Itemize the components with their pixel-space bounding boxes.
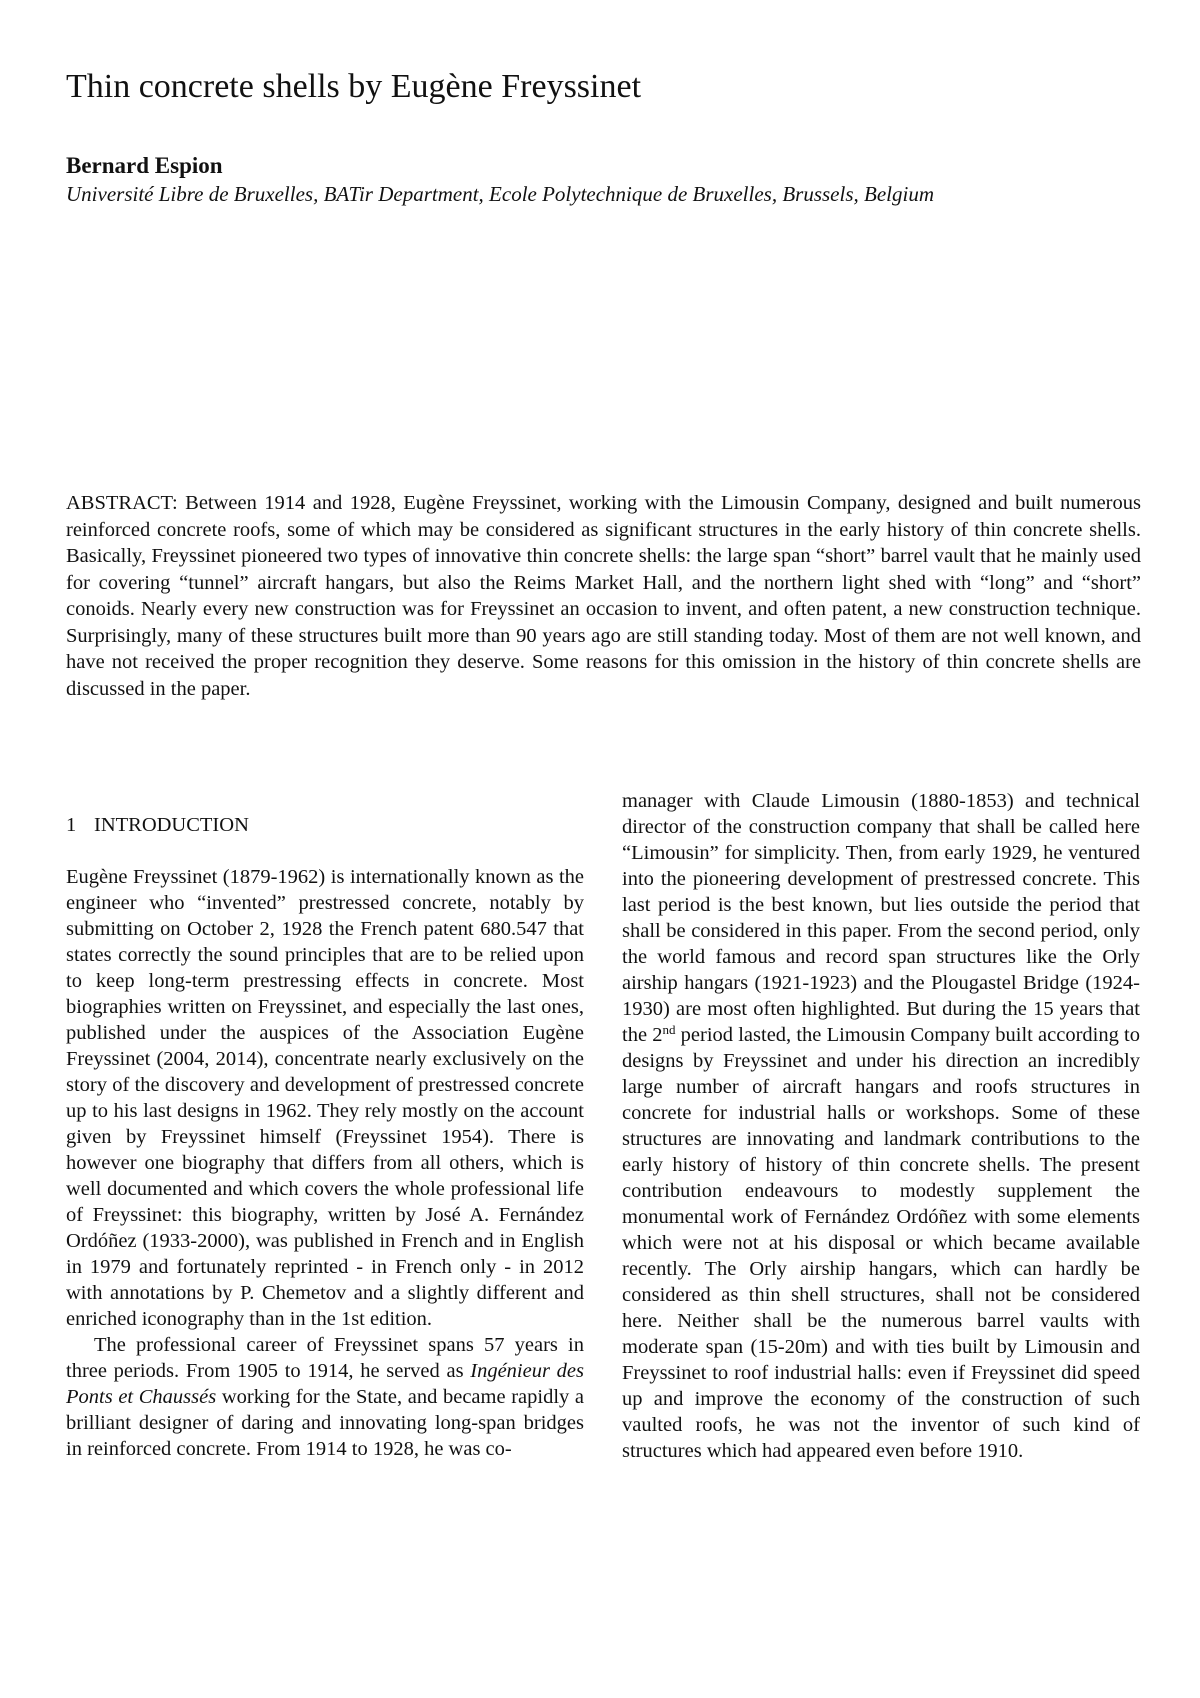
paragraph-text: working for the State, and became rapidly a brilliant designer of daring and innovating long-span bridges in reinforced concrete. From 1914 to 1928, he was co- [66, 1386, 585, 1460]
intro-paragraph-1: Eugène Freyssinet (1879-1962) is internationally known as the engineer who “invented” prestressed concrete, notably by submitting on October 2, 1928 the French patent 680.547 that states correctly the sound principles that are to be relied upon to keep long-term prestressing effects in concrete. Most biographies written on Freyssinet, and especially the last ones, published under the auspices of the Association Eugène Freyssinet (2004, 2014), concentrate nearly exclusively on the story of the discovery and development of prestressed concrete up to his last designs in 1962. They rely mostly on the account given by Freyssinet himself (Freyssinet 1954). There is however one biography that differs from all others, which is well documented and which covers the whole professional life of Freyssinet: this biography, written by José A. Fernández Ordóñez (1933-2000), was published in French and in English in 1979 and fortunately reprinted - in French only - in 2012 with annotations by P. Chemetov and a slightly different and enriched iconography than in the 1st edition. [66, 866, 584, 1330]
italic-term: Ingénieur des Ponts et Chaussés [66, 1360, 584, 1408]
author-name: Bernard Espion [66, 153, 223, 178]
right-column [622, 788, 1140, 1464]
paragraph-text: manager with Claude Limousin (1880-1853) and technical director of the construction company that shall be called here “Limousin” for simplicity. Then, from early 1929, he ventured into the pioneering development of prestressed concrete. This last period is the best known, but lies outside the period that shall be considered in this paper. From the second period, only the world famous and record span structures like the Orly airship hangars (1921-1923) and the Plougastel Bridge (1924-1930) are most often highlighted. But during the 15 years that the 2 [622, 790, 1140, 1046]
abstract: ABSTRACT: Between 1914 and 1928, Eugène Freyssinet, working with the Limousin Company, designed and built numerous reinforced concrete roofs, some of which may be considered as significant structures in the early history of thin concrete shells. Basically, Freyssinet pioneered two types of innovative thin concrete shells: the large span “short” barrel vault that he mainly used for covering “tunnel” aircraft hangars, but also the Reims Market Hall, and the northern light shed with “long” and “short” conoids. Nearly every new construction was for Freyssinet an occasion to invent, and often patent, a new construction technique. Surprisingly, many of these structures built more than 90 years ago are still standing today. Most of them are not well known, and have not received the proper recognition they deserve. Some reasons for this omission in the history of thin concrete shells are discussed in the paper. [66, 492, 1141, 700]
left-column [66, 812, 584, 1462]
intro-paragraph-2 [66, 1332, 584, 1462]
paragraph-text: period lasted, the Limousin Company built according to designs by Freyssinet and under his direction an incredibly large number of aircraft hangars and roofs structures in concrete for industrial halls or workshops. Some of these structures are innovating and landmark contributions to the early history of history of thin concrete shells. The present contribution endeavours to modestly supplement the monumental work of Fernández Ordóñez with some elements which were not at his disposal or which became available recently. The Orly airship hangars, which can hardly be considered as thin shell structures, shall not be considered here. Neither shall be the numerous barrel vaults with moderate span (15-20m) and with ties built by Limousin and Freyssinet to roof industrial halls: even if Freyssinet did speed up and improve the economy of the construction of such vaulted roofs, he was not the inventor of such kind of structures which had appeared even before 1910. [622, 1024, 1140, 1462]
paper-title: Thin concrete shells by Eugène Freyssinet [66, 68, 642, 105]
section-number: 1 [66, 814, 77, 836]
paragraph-text: The professional career of Freyssinet spans 57 years in three periods. From 1905 to 1914, he served as [66, 1334, 584, 1382]
ordinal-superscript: nd [662, 1022, 676, 1037]
section-title: INTRODUCTION [94, 814, 249, 836]
section-heading [66, 812, 584, 838]
intro-paragraph-continued [622, 788, 1140, 1464]
author-affiliation: Université Libre de Bruxelles, BATir Department, Ecole Polytechnique de Bruxelles, Brussels, Belgium [66, 182, 934, 206]
